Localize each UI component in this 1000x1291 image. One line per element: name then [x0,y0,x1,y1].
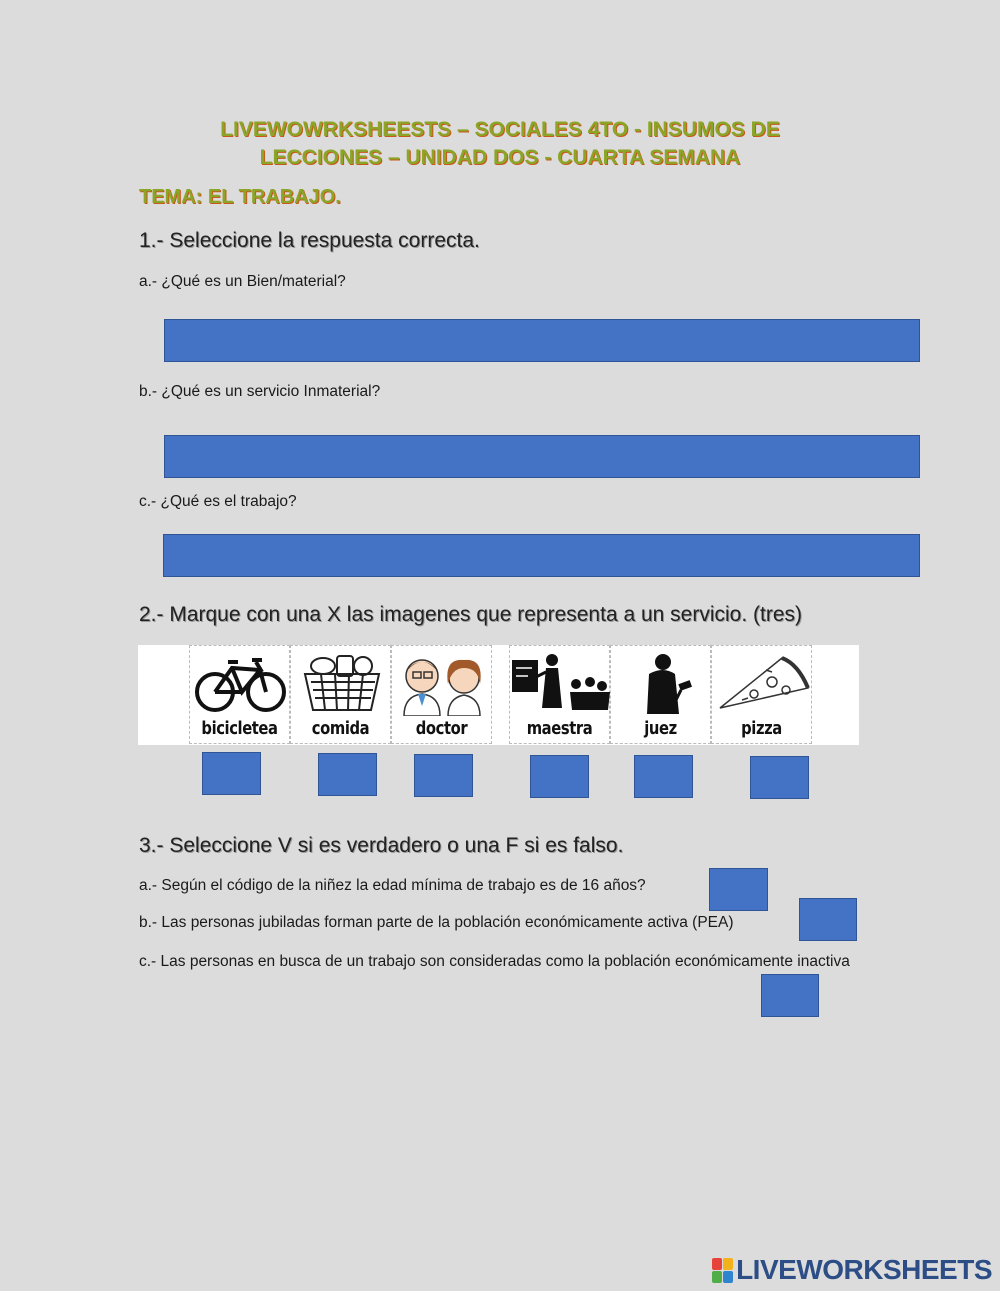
answer-box-3b[interactable] [799,898,857,941]
teacher-icon [510,648,611,716]
section-2-heading: 2.- Marque con una X las imagenes que representa a un servicio. (tres) [139,603,803,626]
answer-box-food[interactable] [318,753,377,796]
answer-box-3a[interactable] [709,868,768,911]
card-label-pizza: pizza [741,718,782,739]
answer-box-doctor[interactable] [414,754,473,797]
section-1-heading: 1.- Seleccione la respuesta correcta. [139,229,480,252]
answer-box-3c[interactable] [761,974,819,1017]
topic-heading: TEMA: EL TRABAJO. [139,186,341,208]
question-1b: b.- ¿Qué es un servicio Inmaterial? [139,383,381,400]
worksheet-title-line-2: LECCIONES – UNIDAD DOS - CUARTA SEMANA [259,146,741,169]
card-label-bicycle: bicicletea [201,718,278,739]
answer-box-1b[interactable] [164,435,920,478]
answer-box-teacher[interactable] [530,755,589,798]
section-3-heading: 3.- Seleccione V si es verdadero o una F si es falso. [139,834,624,857]
answer-box-1a[interactable] [164,319,920,362]
card-label-teacher: maestra [526,718,593,739]
card-label-food: comida [311,718,370,739]
bicycle-icon [190,648,291,716]
image-card-food [290,645,391,744]
worksheet-title-line-1: LIVEWOWRKSHEESTS – SOCIALES 4TO - INSUMOS DE [220,118,780,141]
question-1a: a.- ¿Qué es un Bien/material? [139,273,346,290]
doctor-icon [392,648,493,716]
image-card-judge [610,645,711,744]
liveworksheets-logo [712,1254,992,1286]
image-card-pizza [711,645,812,744]
logo-mark-icon [712,1258,733,1283]
card-label-doctor: doctor [415,718,468,739]
image-card-teacher [509,645,610,744]
image-card-bicycle [189,645,290,744]
pizza-icon [712,648,813,716]
image-card-doctor [391,645,492,744]
answer-box-1c[interactable] [163,534,920,577]
food-basket-icon [291,648,392,716]
statement-3b: b.- Las personas jubiladas forman parte de la población económicamente activa (PEA) [139,914,734,931]
statement-3c: c.- Las personas en busca de un trabajo son consideradas como la población económicamente inactiva [139,953,850,970]
question-1c: c.- ¿Qué es el trabajo? [139,493,297,510]
statement-3a: a.- Según el código de la niñez la edad mínima de trabajo es de 16 años? [139,877,646,894]
answer-box-bicycle[interactable] [202,752,261,795]
answer-box-pizza[interactable] [750,756,809,799]
card-label-judge: juez [644,718,677,739]
logo-text: LIVEWORKSHEETS [736,1254,992,1285]
judge-icon [611,648,712,716]
answer-box-judge[interactable] [634,755,693,798]
